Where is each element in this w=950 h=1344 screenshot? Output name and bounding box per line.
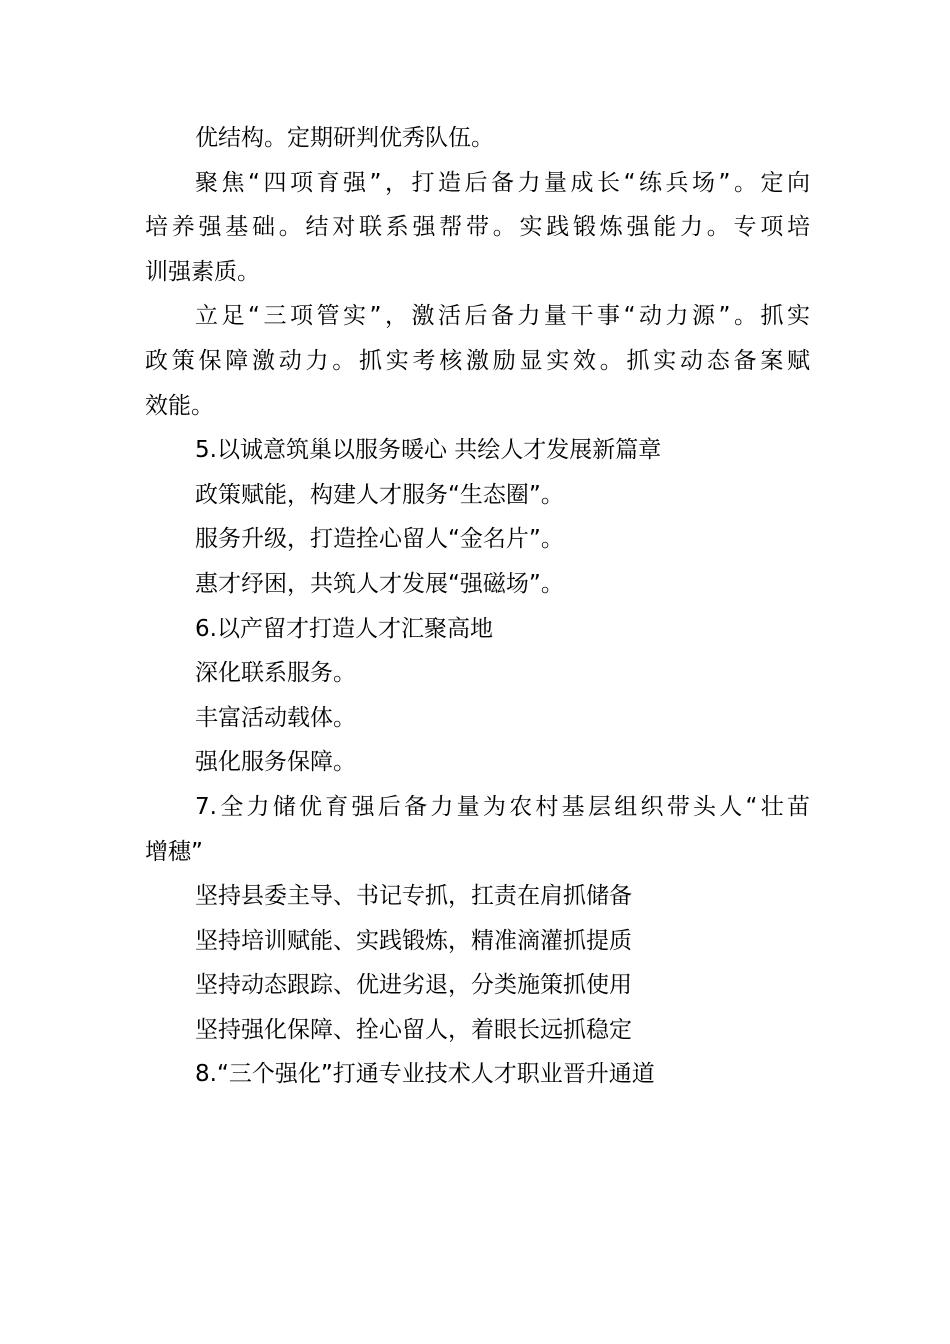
text-line: 惠才纾困，共筑人才发展“强磁场”。: [195, 570, 564, 597]
text-line: 丰富活动载体。: [195, 704, 356, 731]
section-heading: 8.“三个强化”打通专业技术人才职业晋升通道: [195, 1061, 655, 1088]
text-line: 效能。: [145, 392, 214, 419]
text-line: 政策赋能，构建人才服务“生态圈”。: [195, 481, 564, 508]
text-line: 服务升级，打造拴心留人“金名片”。: [195, 526, 564, 553]
section-heading: 7.全力储优育强后备力量为农村基层组织带头人“壮苗: [195, 793, 810, 820]
text-line: 政策保障激动力。抓实考核激励显实效。抓实动态备案赋: [145, 347, 810, 374]
text-line: 强化服务保障。: [195, 749, 356, 776]
text-line: 优结构。定期研判优秀队伍。: [195, 125, 494, 151]
paragraph-heading: 聚焦“四项育强”，打造后备力量成长“练兵场”。定向: [195, 169, 810, 196]
text-line: 坚持县委主导、书记专抓，扛责在肩抓储备: [195, 883, 632, 910]
text-line: 深化联系服务。: [195, 660, 356, 687]
text-line: 坚持强化保障、拴心留人，着眼长远抓稳定: [195, 1016, 632, 1043]
paragraph-heading: 立足“三项管实”，激活后备力量干事“动力源”。抓实: [195, 303, 810, 330]
text-line: 培养强基础。结对联系强帮带。实践锻炼强能力。专项培: [145, 214, 810, 241]
section-heading: 5.以诚意筑巢以服务暖心 共绘人才发展新篇章: [195, 437, 662, 464]
text-line: 训强素质。: [145, 258, 260, 285]
text-line: 坚持培训赋能、实践锻炼，精准滴灌抓提质: [195, 927, 632, 954]
text-line: 增穗”: [145, 838, 203, 865]
section-heading: 6.以产留才打造人才汇聚高地: [195, 615, 493, 642]
document-body: [145, 116, 810, 1097]
text-line: 坚持动态跟踪、优进劣退，分类施策抓使用: [195, 972, 632, 999]
